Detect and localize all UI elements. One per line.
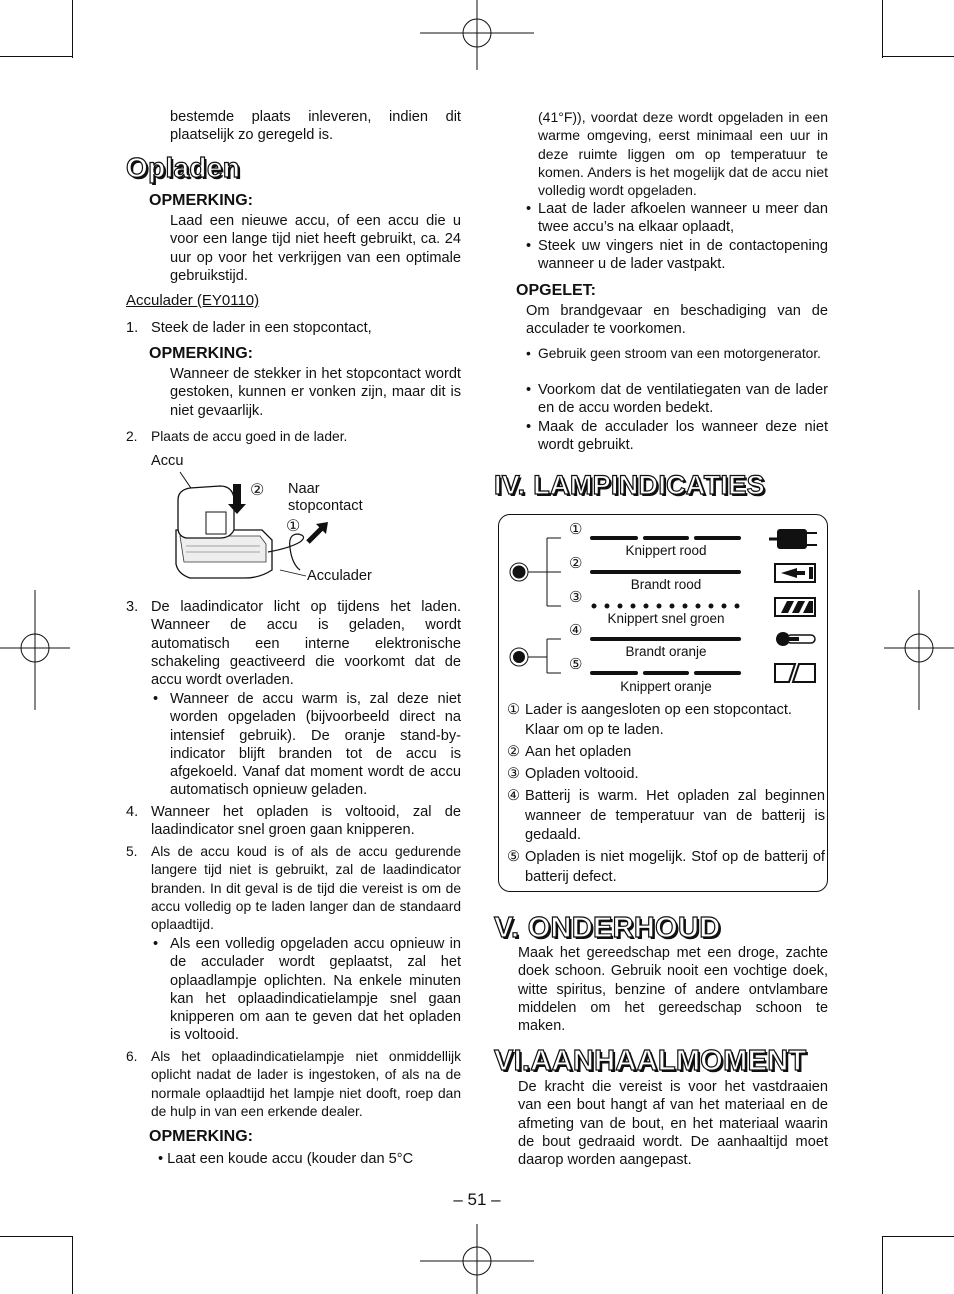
right-bullet-2-text: Steek uw vingers niet in de contactopening wanneer u de lader vastpakt. xyxy=(538,238,828,273)
fig-marker-1: ① xyxy=(286,518,301,535)
registration-mark-left xyxy=(0,590,70,710)
lamp-diagram xyxy=(499,515,829,695)
lamp-marker-5: ⑤ xyxy=(569,656,583,673)
note3-title: OPMERKING: xyxy=(149,1128,253,1145)
heading-onderhoud: V. ONDERHOUD xyxy=(494,912,721,944)
step-1-text: Steek de lader in een stopcontact, xyxy=(151,320,372,336)
thermometer-icon xyxy=(776,632,815,646)
lamp-marker-1: ① xyxy=(569,521,583,538)
fig-label-accu: Accu xyxy=(151,453,184,469)
note1-text: Laad een nieuwe accu, of een accu die u voor een lange tijd niet heeft gebruikt, ca. 24 uur op voor het verkrijgen van een optimale gebruikstijd. xyxy=(170,213,461,284)
caution-bullet-2-text: Voorkom dat de ventilatiegaten van de lader en de accu worden bedekt. xyxy=(538,382,828,417)
step-6-text: Als het oplaadindicatielampje niet onmiddellijk oplicht nadat de lader is ingestoken, of als na de normale oplaadtijd het lampje niet dooft, roep dan de hulp in van een erkende dealer. xyxy=(151,1049,461,1119)
fig-label-acculader: Acculader xyxy=(307,568,372,584)
step-2-text: Plaats de accu goed in de lader. xyxy=(151,429,348,444)
note2-title: OPMERKING: xyxy=(149,345,253,362)
heading-lampindicaties: IV. LAMPINDICATIES xyxy=(494,470,765,500)
fig-label-stopcontact: stopcontact xyxy=(288,498,363,514)
charging-battery-icon xyxy=(775,564,815,582)
step-4-text: Wanneer het opladen is voltooid, zal de laadindicator snel groen gaan knipperen. xyxy=(151,804,461,839)
lamp-label-3: Knippert snel groen xyxy=(607,611,725,626)
charger-figure xyxy=(150,452,470,592)
registration-mark-bottom xyxy=(420,1224,534,1294)
note2-text: Wanneer de stekker in het stopcontact wordt gestoken, kunnen er vonken zijn, maar dit is niet gevaarlijk. xyxy=(170,366,461,419)
intro-text: bestemde plaats inleveren, indien dit plaatselijk zo geregeld is. xyxy=(170,109,461,144)
heading-aanhaalmoment: VI.AANHAALMOMENT xyxy=(494,1045,807,1077)
charger-drawing xyxy=(150,452,470,592)
step-6-number: 6. xyxy=(126,1049,138,1064)
note3-bullet: • Laat een koude accu (kouder dan 5°C xyxy=(158,1151,414,1167)
right-bullet-1-text: Laat de lader afkoelen wanneer u meer dan twee accu’s na elkaar oplaadt, xyxy=(538,201,828,236)
caution-text: Om brandgevaar en beschadiging van de acculader te voorkomen. xyxy=(526,303,828,338)
aanhaal-text: De kracht die vereist is voor het vastdraaien van een bout hangt af van het materiaal en de afmeting van de bout, en het materiaal waarin de bout gedraaid wordt. De aanhaaltijd moet daarop worden aangepast. xyxy=(518,1079,828,1169)
registration-mark-right xyxy=(884,590,954,710)
right-continuation: (41°F)), voordat deze wordt opgeladen in een warme omgeving, eerst minimaal een uur in deze ruimte liggen om op temperatuur te komen. Anders is het mogelijk dat de accu niet volledig wordt opgeladen. xyxy=(538,109,828,199)
lamp-marker-2: ② xyxy=(569,555,583,572)
caution-bullet-1-text: Gebruik geen stroom van een motorgenerator. xyxy=(538,346,821,361)
lamp-marker-3: ③ xyxy=(569,589,583,606)
full-battery-icon xyxy=(775,598,815,616)
lamp-marker-4: ④ xyxy=(569,622,583,639)
lamp-label-4: Brandt oranje xyxy=(625,644,707,659)
step-2-number: 2. xyxy=(126,429,138,444)
registration-mark-top xyxy=(420,0,534,70)
lamp-label-2: Brandt rood xyxy=(630,577,702,592)
step-3-bullet-text: Wanneer de accu warm is, zal deze niet worden opgeladen (bijvoorbeeld direct na intensief gebruik). De oranje stand-by-indicator blijft branden tot de accu is afgekoeld. Vanaf dat moment wordt de accu automatisch opnieuw geladen. xyxy=(170,691,461,799)
lamp-label-5: Knippert oranje xyxy=(620,679,712,694)
step-5-bullet-text: Als een volledig opgeladen accu opnieuw in de acculader wordt geplaatst, zal het oplaadlampje oplichten. Na enkele minuten kan het oplaadindicatielampje snel gaan knipperen om aan te geven dat het opladen is voltooid. xyxy=(170,936,461,1044)
caution-bullet-3-text: Maak de acculader los wanneer deze niet wordt gebruikt. xyxy=(538,419,828,454)
caution-title: OPGELET: xyxy=(516,282,597,299)
step-3-number: 3. xyxy=(126,599,139,615)
fig-marker-2: ② xyxy=(250,482,265,499)
onderhoud-text: Maak het gereedschap met een droge, zachte doek schoon. Gebruik nooit een vochtige doek, witte spiritus, benzine of andere ontvlambare middelen om het gereedschap schoon te maken. xyxy=(518,945,828,1035)
lamp-label-1: Knippert rood xyxy=(625,543,707,558)
step-3-text: De laadindicator licht op tijdens het laden. Wanneer de accu is geladen, wordt automatisch een interne elektronische schakeling geactiveerd die voorkomt dat de accu wordt overladen. xyxy=(151,599,461,689)
page-number: – 51 – xyxy=(453,1190,501,1209)
step-5-number: 5. xyxy=(126,844,138,859)
heading-opladen: Opladen xyxy=(126,152,241,183)
lamp-indicator-box: ① ② ③ ④ ⑤ Knippert rood Brandt rood Knippert snel groen Brandt oranje Knippert oranje ① Lader is aangesloten op een stopcontact. Klaar om op te laden. ② Aan het opladen ③ Opladen voltooid. ④ Batterij is warm. Het opladen zal beginnen wanneer de temperatuur van de batterij is gedaald. ⑤ Opladen is niet mogelijk. Stof op de batterij of batterij defect. xyxy=(498,514,828,892)
fig-label-naar: Naar xyxy=(288,481,320,497)
defective-battery-icon xyxy=(775,664,815,682)
note1-title: OPMERKING: xyxy=(149,192,253,209)
step-4-number: 4. xyxy=(126,804,139,820)
charger-model-link: Acculader (EY0110) xyxy=(126,292,260,309)
step-1-number: 1. xyxy=(126,320,139,336)
plug-icon xyxy=(769,529,817,549)
step-5-text: Als de accu koud is of als de accu gedurende langere tijd niet is gebruikt, zal de laadindicator branden. In dit geval is de tijd die vereist is om de accu volledig op te laden langer dan de standaard oplaadtijd. xyxy=(151,844,461,933)
